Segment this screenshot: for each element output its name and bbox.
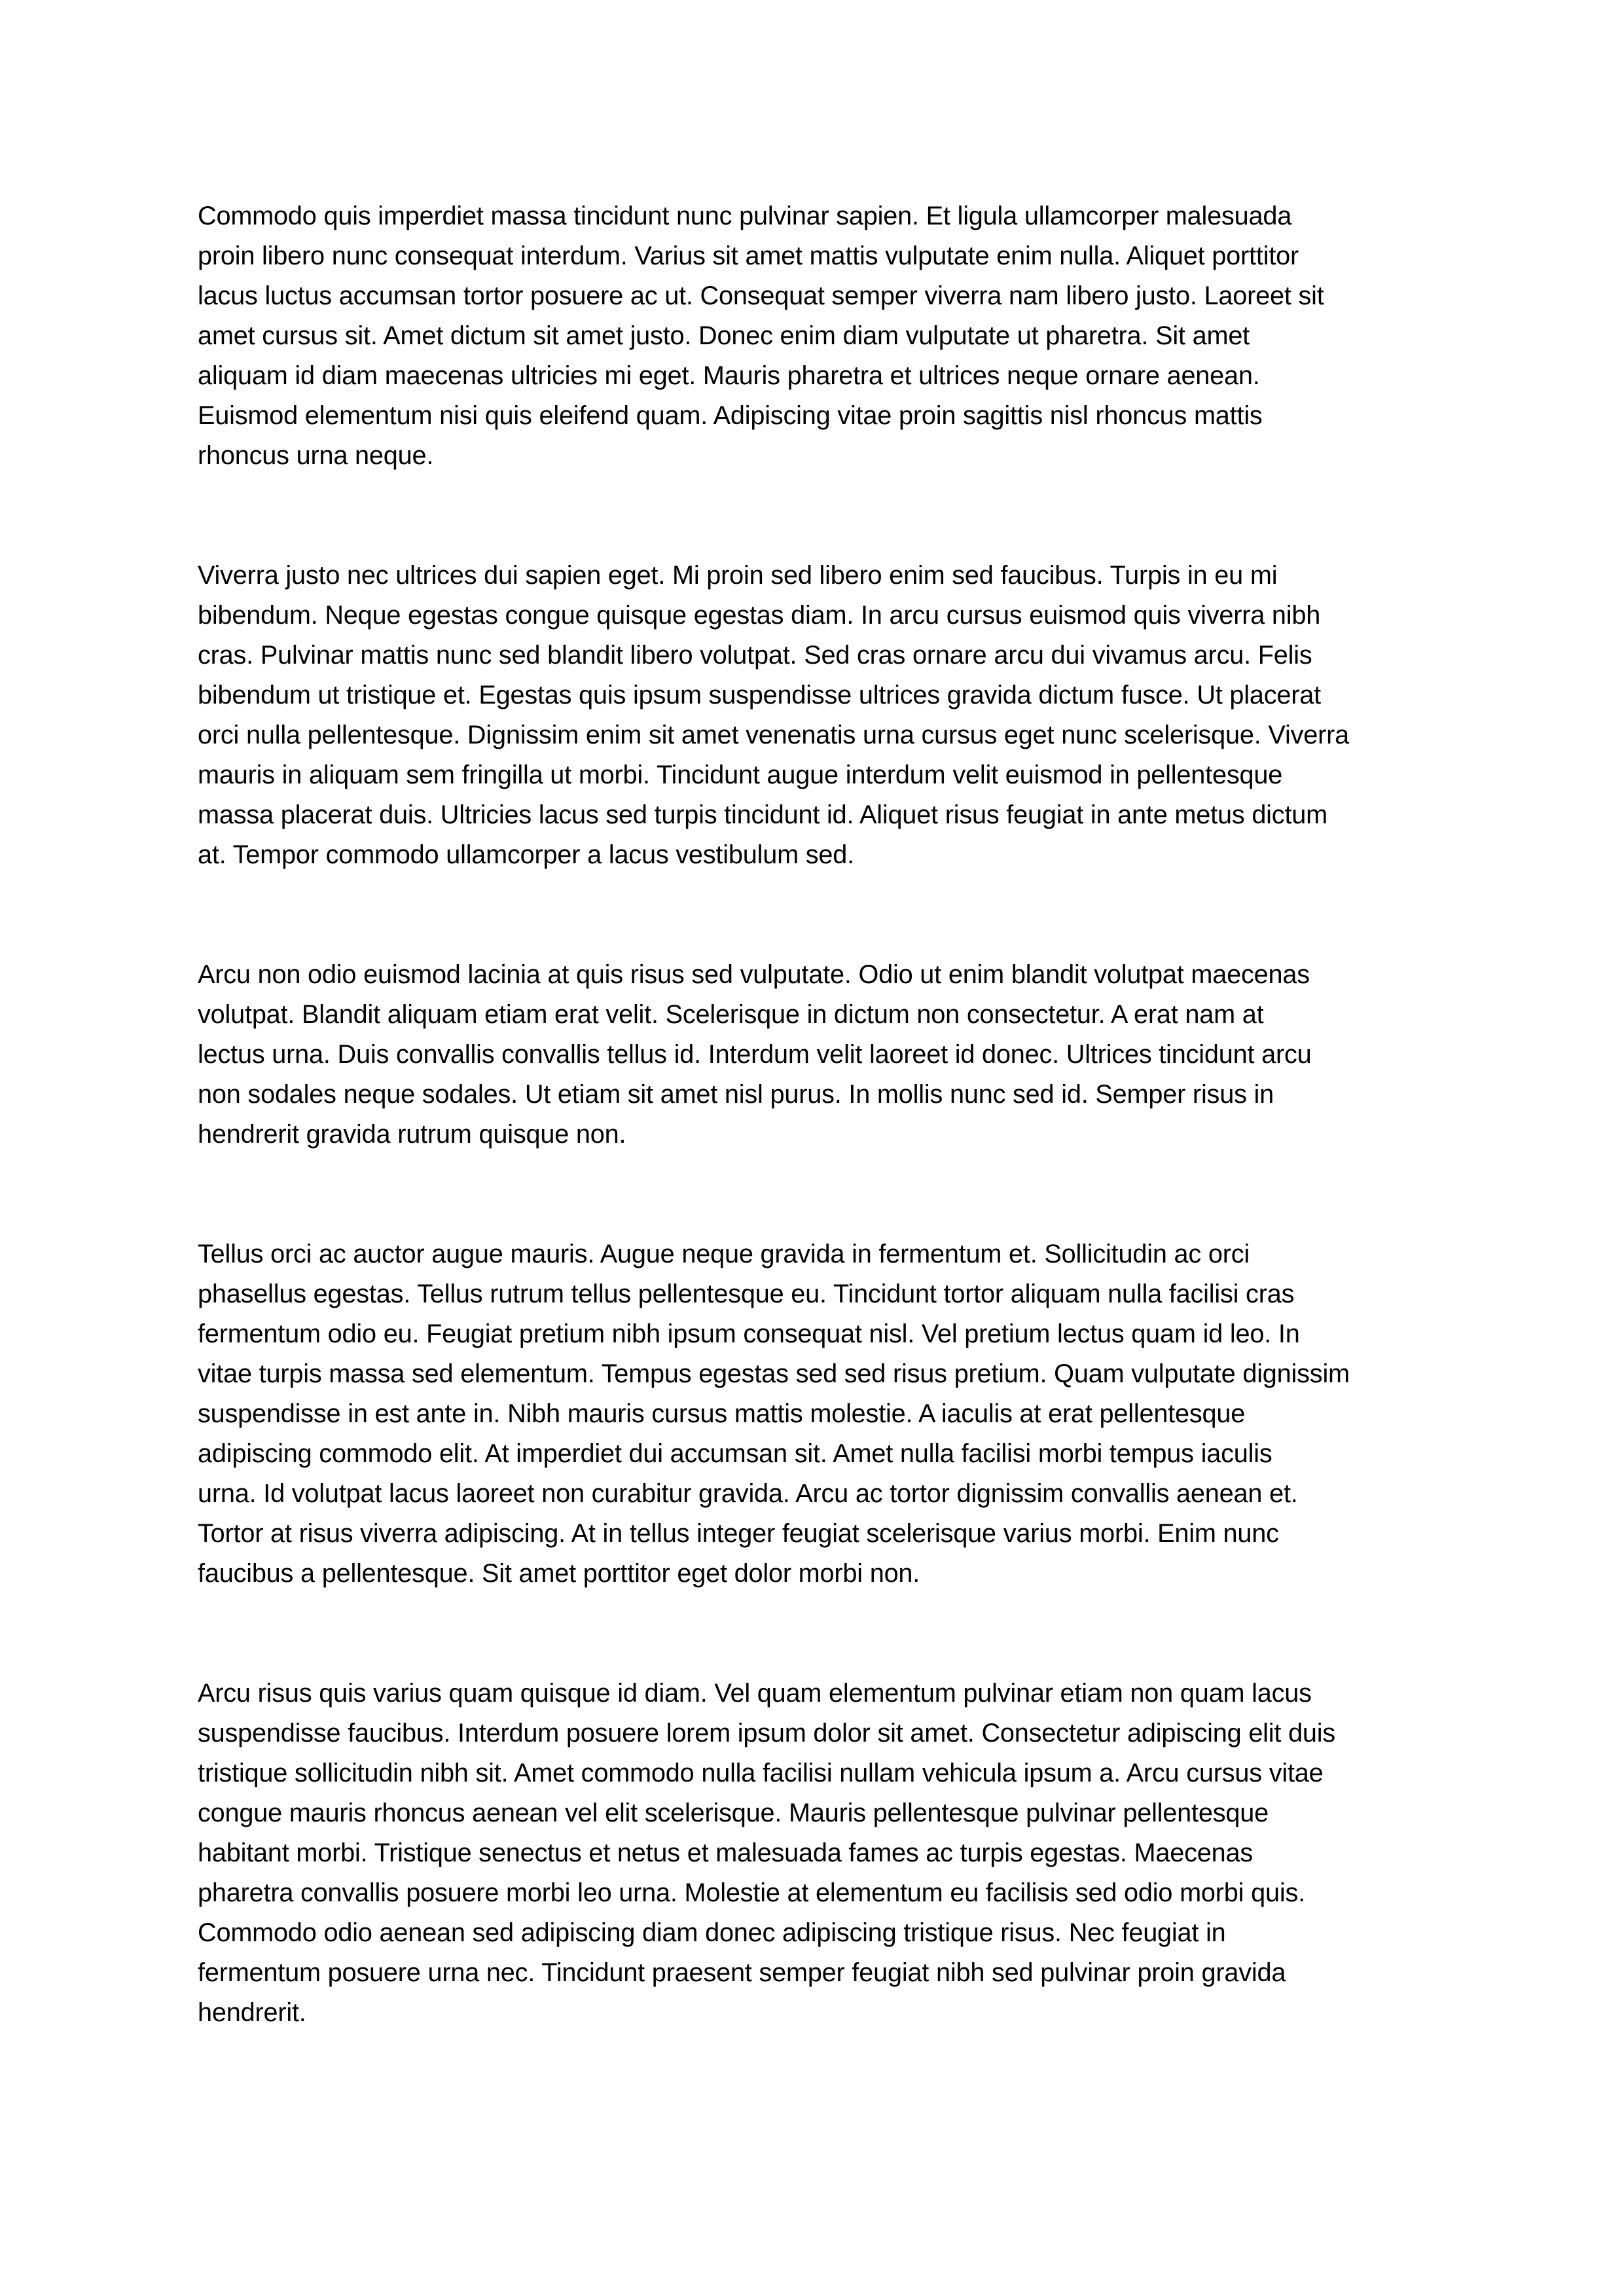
paragraph-5 [198,1674,1415,2033]
text-line: Viverra justo nec ultrices dui sapien eget. Mi proin sed libero enim sed faucibus. Turpis in eu mi [198,561,1278,590]
paragraph-3 [198,955,1415,1155]
text-line: amet cursus sit. Amet dictum sit amet justo. Donec enim diam vulputate ut pharetra. Sit amet [198,321,1250,350]
text-line: suspendisse in est ante in. Nibh mauris cursus mattis molestie. A iaculis at erat pellentesque [198,1399,1246,1428]
text-line: adipiscing commodo elit. At imperdiet dui accumsan sit. Amet nulla facilisi morbi tempus iaculis [198,1439,1272,1468]
text-line: lacus luctus accumsan tortor posuere ac ut. Consequat semper viverra nam libero justo. Laoreet sit [198,281,1324,310]
text-line: hendrerit. [198,1998,306,2027]
text-line: fermentum posuere urna nec. Tincidunt praesent semper feugiat nibh sed pulvinar proin gravida [198,1958,1286,1987]
text-line: cras. Pulvinar mattis nunc sed blandit libero volutpat. Sed cras ornare arcu dui vivamus arcu. Felis [198,641,1312,670]
text-line: habitant morbi. Tristique senectus et netus et malesuada fames ac turpis egestas. Maecenas [198,1839,1254,1867]
text-line: proin libero nunc consequat interdum. Varius sit amet mattis vulputate enim nulla. Aliquet porttitor [198,242,1299,270]
text-line: Tortor at risus viverra adipiscing. At in tellus integer feugiat scelerisque varius morbi. Enim nunc [198,1519,1279,1548]
paragraph-1 [198,196,1415,476]
text-line: volutpat. Blandit aliquam etiam erat velit. Scelerisque in dictum non consectetur. A erat nam at [198,1000,1264,1029]
text-line: orci nulla pellentesque. Dignissim enim sit amet venenatis urna cursus eget nunc scelerisque. Viverra [198,721,1349,749]
text-line: vitae turpis massa sed elementum. Tempus egestas sed sed risus pretium. Quam vulputate dignissim [198,1359,1350,1388]
text-line: Arcu risus quis varius quam quisque id diam. Vel quam elementum pulvinar etiam non quam lacus [198,1679,1312,1708]
text-line: Arcu non odio euismod lacinia at quis risus sed vulputate. Odio ut enim blandit volutpat maecenas [198,960,1310,989]
text-line: hendrerit gravida rutrum quisque non. [198,1120,626,1149]
text-line: phasellus egestas. Tellus rutrum tellus pellentesque eu. Tincidunt tortor aliquam nulla facilisi cras [198,1280,1295,1308]
text-line: Euismod elementum nisi quis eleifend quam. Adipiscing vitae proin sagittis nisl rhoncus mattis [198,401,1263,430]
paragraph-4 [198,1234,1415,1594]
text-line: mauris in aliquam sem fringilla ut morbi. Tincidunt augue interdum velit euismod in pellentesque [198,761,1283,789]
text-line: urna. Id volutpat lacus laoreet non curabitur gravida. Arcu ac tortor dignissim convallis aenean et. [198,1479,1298,1508]
text-line: non sodales neque sodales. Ut etiam sit amet nisl purus. In mollis nunc sed id. Semper risus in [198,1080,1274,1109]
text-line: tristique sollicitudin nibh sit. Amet commodo nulla facilisi nullam vehicula ipsum a. Arcu cursus vitae [198,1759,1324,1787]
text-line: at. Tempor commodo ullamcorper a lacus vestibulum sed. [198,840,854,869]
text-line: suspendisse faucibus. Interdum posuere lorem ipsum dolor sit amet. Consectetur adipiscing elit duis [198,1719,1336,1748]
text-line: lectus urna. Duis convallis convallis tellus id. Interdum velit laoreet id donec. Ultrices tincidunt arcu [198,1040,1312,1069]
text-line: massa placerat duis. Ultricies lacus sed turpis tincidunt id. Aliquet risus feugiat in ante metus dictum [198,800,1327,829]
text-line: pharetra convallis posuere morbi leo urna. Molestie at elementum eu facilisis sed odio morbi quis. [198,1878,1305,1907]
text-line: aliquam id diam maecenas ultricies mi eget. Mauris pharetra et ultrices neque ornare aenean. [198,361,1260,390]
text-line: bibendum. Neque egestas congue quisque egestas diam. In arcu cursus euismod quis viverra nibh [198,601,1321,630]
paragraph-2 [198,556,1415,875]
text-line: Tellus orci ac auctor augue mauris. Augue neque gravida in fermentum et. Sollicitudin ac orci [198,1240,1250,1268]
text-line: fermentum odio eu. Feugiat pretium nibh ipsum consequat nisl. Vel pretium lectus quam id leo. In [198,1319,1300,1348]
text-line: rhoncus urna neque. [198,441,434,470]
text-line: Commodo odio aenean sed adipiscing diam donec adipiscing tristique risus. Nec feugiat in [198,1918,1226,1947]
text-line: faucibus a pellentesque. Sit amet porttitor eget dolor morbi non. [198,1559,920,1588]
document-body [198,196,1415,2113]
text-line: bibendum ut tristique et. Egestas quis ipsum suspendisse ultrices gravida dictum fusce. Ut placerat [198,681,1322,709]
text-line: congue mauris rhoncus aenean vel elit scelerisque. Mauris pellentesque pulvinar pellentesque [198,1799,1269,1827]
text-line: Commodo quis imperdiet massa tincidunt nunc pulvinar sapien. Et ligula ullamcorper malesuada [198,202,1292,230]
